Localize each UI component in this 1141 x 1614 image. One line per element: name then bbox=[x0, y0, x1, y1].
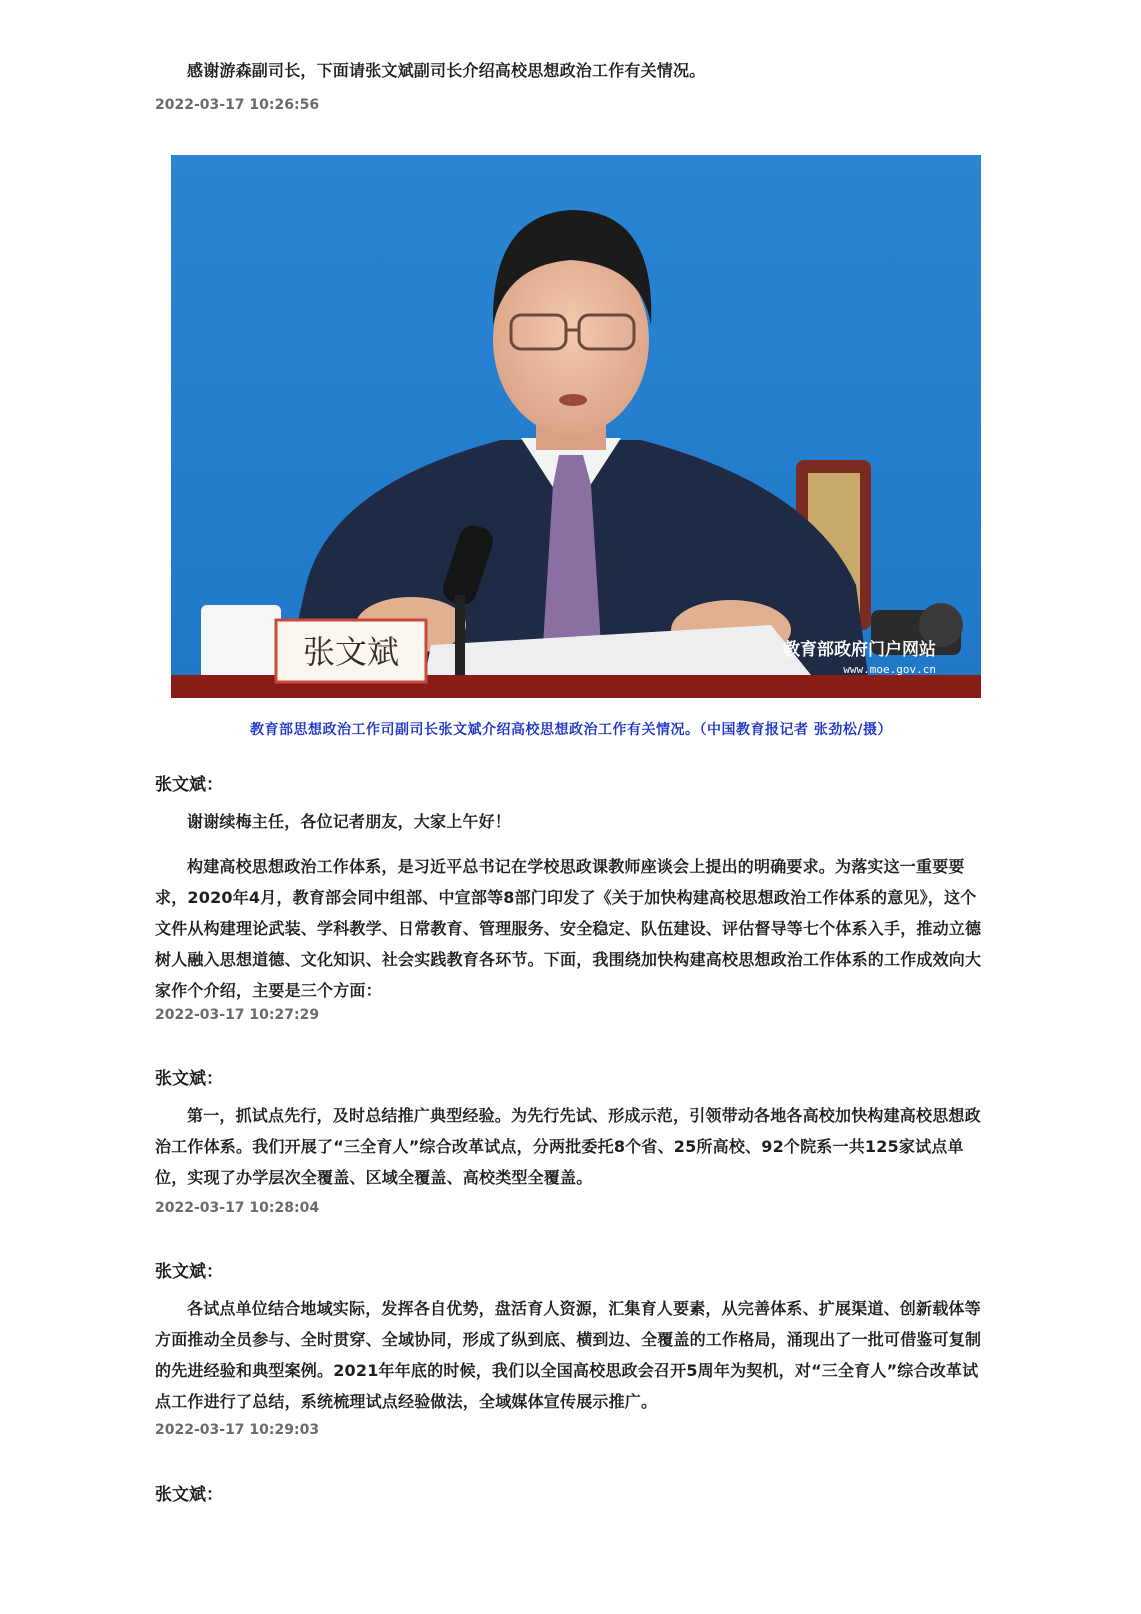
photo-caption: 教育部思想政治工作司副司长张文斌介绍高校思想政治工作有关情况。（中国教育报记者 张劲松/摄） bbox=[250, 722, 892, 738]
timestamp: 2022-03-17 10:27:29 bbox=[155, 1007, 320, 1023]
entry-paragraph: 第一，抓试点先行，及时总结推广典型经验。为先行先试、形成示范，引领带动各地各高校加快构建高校思想政治工作体系。我们开展了“三全育人”综合改革试点，分两批委托8个省、25所高校、92个院系一共125家试点单位，实现了办学层次全覆盖、区域全覆盖、高校类型全覆盖。 bbox=[155, 1106, 981, 1187]
speaker-label: 张文斌： bbox=[155, 775, 223, 795]
timestamp: 2022-03-17 10:28:04 bbox=[155, 1200, 320, 1216]
watermark-text: 教育部政府门户网站 bbox=[783, 640, 936, 660]
entry-paragraph: 构建高校思想政治工作体系，是习近平总书记在学校思政课教师座谈会上提出的明确要求。为落实这一重要要求，2020年4月，教育部会同中组部、中宣部等8部门印发了《关于加快构建高校思想政治工作体系的意见》，这个文件从构建理论武装、学科教学、日常教育、管理服务、安全稳定、队伍建设、评估督导等七个体系入手，推动立德树人融入思想道德、文化知识、社会实践教育各环节。下面，我围绕加快构建高校思想政治工作体系的工作成效向大家作个介绍，主要是三个方面： bbox=[155, 857, 982, 1000]
intro-paragraph: 感谢游森副司长，下面请张文斌副司长介绍高校思想政治工作有关情况。 bbox=[187, 61, 706, 80]
speaker-label: 张文斌： bbox=[155, 1069, 223, 1089]
speaker-photo bbox=[171, 155, 981, 698]
timestamp: 2022-03-17 10:26:56 bbox=[155, 97, 320, 113]
entry-paragraph: 各试点单位结合地域实际，发挥各自优势，盘活育人资源，汇集育人要素，从完善体系、扩展渠道、创新载体等方面推动全员参与、全时贯穿、全域协同，形成了纵到底、横到边、全覆盖的工作格局，涌现出了一批可借鉴可复制的先进经验和典型案例。2021年年底的时候，我们以全国高校思政会召开5周年为契机，对“三全育人”综合改革试点工作进行了总结，系统梳理试点经验做法，全域媒体宣传展示推广。 bbox=[155, 1299, 982, 1411]
speaker-label: 张文斌： bbox=[155, 1485, 223, 1505]
watermark-url: www.moe.gov.cn bbox=[843, 663, 936, 676]
entry-paragraph: 谢谢续梅主任，各位记者朋友，大家上午好！ bbox=[187, 812, 512, 831]
nameplate-text: 张文斌 bbox=[302, 633, 400, 671]
timestamp: 2022-03-17 10:29:03 bbox=[155, 1422, 320, 1438]
speaker-label: 张文斌： bbox=[155, 1262, 223, 1282]
